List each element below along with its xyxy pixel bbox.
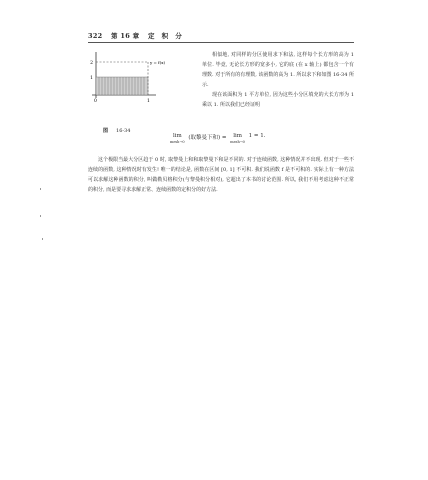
page-header [88, 31, 188, 40]
right-paragraph-1: 相似地, 对同样的分区使用求下和法, 这样每个长方形的高为 1 单位. 毕竟, 无论长方形的宽多小, 它的底 (在 x 轴上) 都包含一个有理数. 对于所有的有理数, 该函数的高为 1. 所以求下和如图 16-34 所示. [202, 52, 354, 88]
curve-label: y = f(x) [150, 60, 166, 65]
formula-middle: (取黎曼下和) = [188, 135, 227, 141]
chapter-title: 定 积 分 [148, 32, 182, 40]
riemann-rectangles [96, 77, 148, 95]
limit-operator-1: lim mesh→0 [170, 133, 185, 144]
body-paragraph: 这个极限当最大分区趋于 0 时, 取黎曼上和和取黎曼下和是不同的. 对于连续函数, 这种情况并不出现. 但对于一些不连续的函数, 这种情况时有发生! 唯一的结论是, 函数在区间 [0, 1] 不可积. 我们说函数 f 是不可积的. 实际上有一种方法可以求解这种函数的积分, 叫做勒贝格积分(与黎曼积分相对), 它超出了本书的讨论范围. 所以, 我们不用考虑这种不正常的积分, 而是要寻求求解正常、连续函数的定积分的好方法. [88, 157, 354, 193]
y-tick-1: 1 [90, 76, 93, 81]
limit-formula [170, 133, 267, 144]
formula-tail: 1 = 1. [248, 133, 266, 139]
figure-caption-label: 图 [103, 128, 109, 134]
limit-operator-2: lim mesh→0 [230, 133, 245, 144]
page-number: 322 [88, 32, 103, 40]
right-paragraph-2: 现在该面积为 1 平方单位, 因为这些小分区填充的大长方形为 1 乘以 1. 所以我们已经证明 [202, 92, 354, 108]
figure-16-34 [86, 50, 166, 112]
y-tick-2: 2 [90, 61, 93, 66]
figure-caption [103, 127, 130, 134]
scan-speck [40, 188, 41, 190]
x-tick-1: 1 [147, 99, 150, 104]
chapter-number: 第 16 章 [111, 32, 140, 40]
right-column-text [202, 50, 354, 110]
scan-speck [40, 215, 41, 217]
scan-speck [42, 238, 43, 240]
body-text [88, 155, 354, 195]
x-tick-0: 0 [94, 99, 97, 104]
figure-caption-number: 16-34 [116, 128, 131, 134]
header-rule [88, 42, 354, 43]
